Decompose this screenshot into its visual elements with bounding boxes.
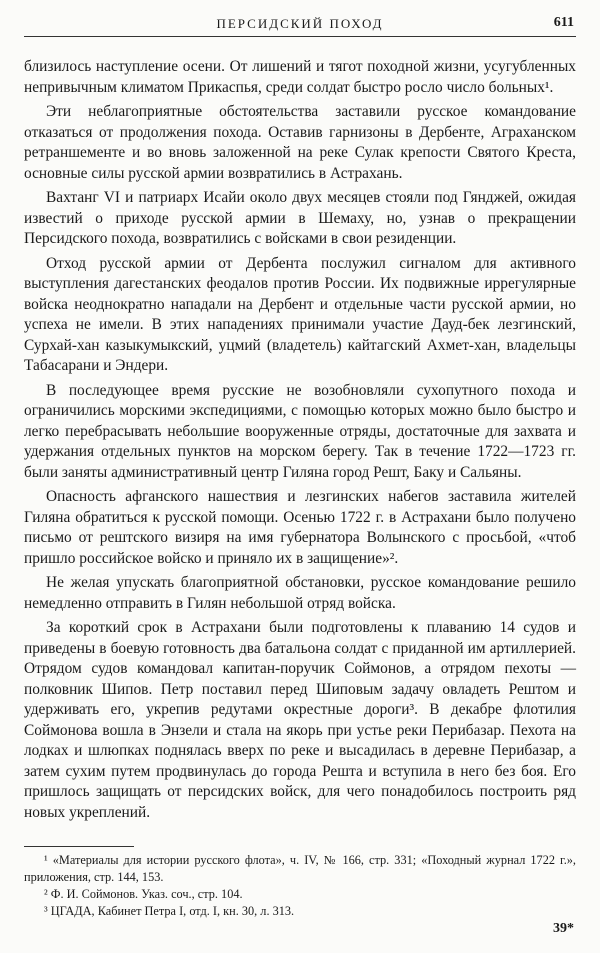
footnote-divider [24,846,134,847]
footnote-1: ¹ «Материалы для истории русского флота», ч. IV, № 166, стр. 331; «Походный журнал 1722 г.», приложения, стр. 144, 153. [24,853,576,884]
running-title: ПЕРСИДСКИЙ ПОХОД [216,16,384,31]
footnotes [24,852,576,920]
page-number: 611 [553,15,574,30]
paragraph-8: За короткий срок в Астрахани были подготовлены к плаванию 14 судов и приведены в боевую готовность два батальона солдат с приданной им артиллерией. Отрядом судов командовал капитан-поручик Соймонов, а отрядом пехоты — полковник Шипов. Петр поставил перед Шиповым задачу овладеть Рештом и удерживать его, укрепив редутами окрестные дороги³. В декабре флотилия Соймонова вошла в Энзели и стала на якорь при устье реки Перибазар. Пехота на лодках и шлюпках поднялась вверх по реке и высадилась в деревне Перибазар, а затем сухим путем продвинулась до города Решта и вступила в него без боя. Его пришлось защищать от персидских войск, для чего понадобилось построить ряд новых укреплений. [24,619,576,821]
running-header [24,14,576,37]
signature-mark: 39* [553,921,574,936]
paragraph-1: близилось наступление осени. От лишений и тягот походной жизни, усугубленных непривычным климатом Прикаспья, среди солдат быстро росло число больных¹. [24,58,576,96]
paragraph-6: Опасность афганского нашествия и лезгинских набегов заставила жителей Гиляна обратиться к русской помощи. Осенью 1722 г. в Астрахани было получено письмо от рештского визиря на имя губернатора Волынского с просьбой, «чтоб пришло российское войско и приняло их в защищение»². [24,488,576,567]
paragraph-4: Отход русской армии от Дербента послужил сигналом для активного выступления дагестанских феодалов против России. Их подвижные иррегулярные войска неоднократно нападали на Дербент и отдельные части русской армии, но успеха не имели. В этих нападениях принимали участие Дауд-бек лезгинский, Сурхай-хан казыкумыкский, уцмий (владетель) кайтагский Ахмет-хан, владельцы Табасарани и Эндери. [24,254,576,374]
paragraph-5: В последующее время русские не возобновляли сухопутного похода и ограничились морскими экспедициями, с помощью которых можно было быстро и легко перебрасывать небольшие вооруженные отряды, достаточные для захвата и удержания отдельных пунктов на морском берегу. Так в течение 1722—1723 гг. были заняты административный центр Гиляна город Решт, Баку и Сальяны. [24,381,576,481]
footnote-2: ² Ф. И. Соймонов. Указ. соч., стр. 104. [44,887,243,901]
paragraph-2: Эти неблагоприятные обстоятельства заставили русское командование отказаться от продолжения похода. Оставив гарнизоны в Дербенте, Аграханском ретраншементе и во вновь заложенной на реке Сулак крепости Святого Креста, основные силы русской армии возвратились в Астрахань. [24,103,576,182]
paragraph-7: Не желая упускать благоприятной обстановки, русское командование решило немедленно отправить в Гилян небольшой отряд войска. [24,574,576,612]
body-text [24,57,576,827]
footnote-3: ³ ЦГАДА, Кабинет Петра I, отд. I, кн. 30, л. 313. [44,904,295,918]
paragraph-3: Вахтанг VI и патриарх Исайи около двух месяцев стояли под Гянджей, ожидая известий о приходе русской армии в Шемаху, но, узнав о прекращении Персидского похода, возвратились с войсками в свои резиденции. [24,189,576,247]
